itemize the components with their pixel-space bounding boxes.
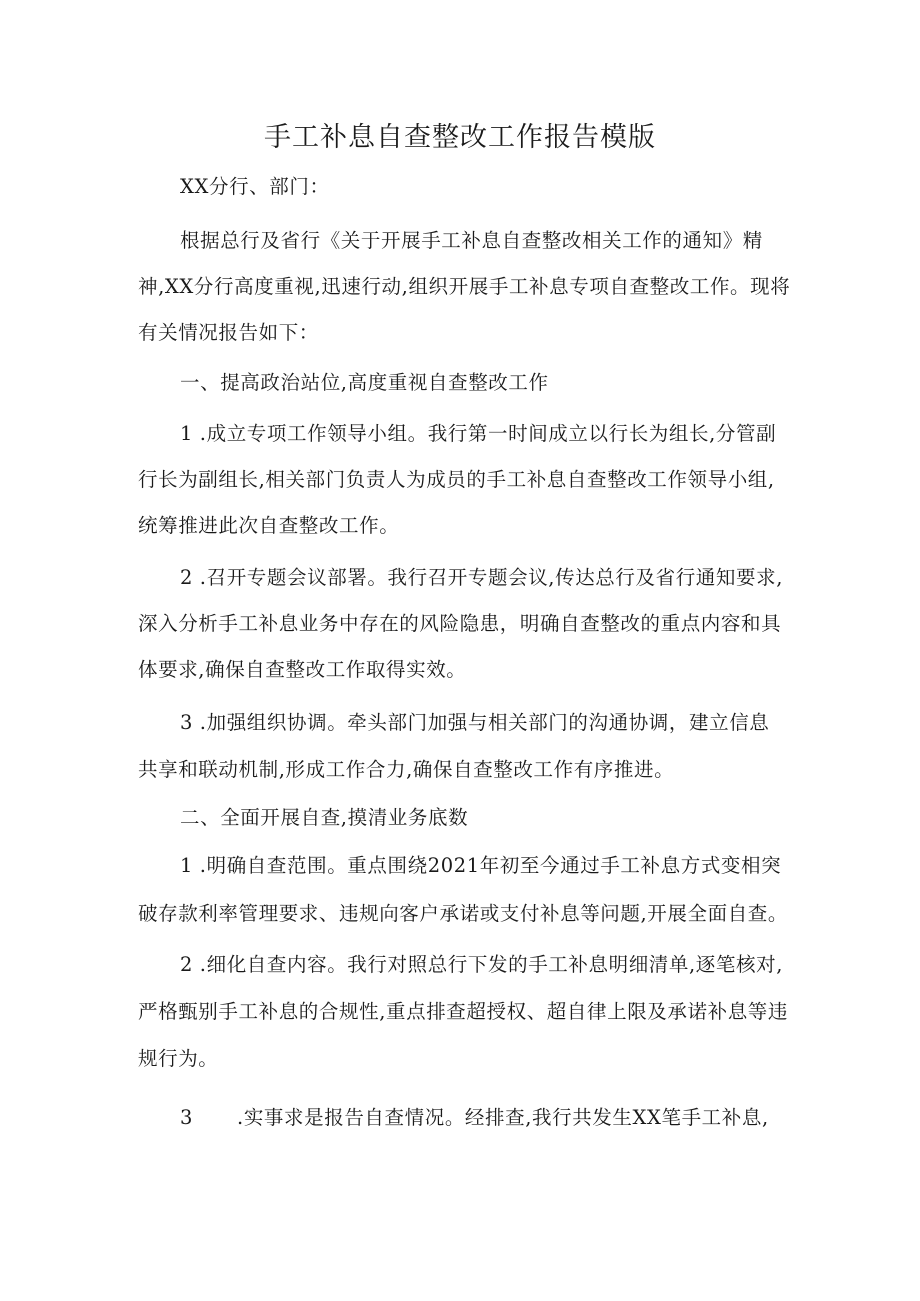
s2-item3-text: .实事求是报告自查情况。经排查,我行共发生XX笔手工补息, <box>237 1106 769 1129</box>
s1-item3-line-2: 共享和联动机制,形成工作合力,确保自查整改工作有序推进。 <box>138 758 675 781</box>
intro-line-2: 神,XX分行高度重视,迅速行动,组织开展手工补息专项自查整改工作。现将 <box>138 275 791 298</box>
document-title: 手工补息自查整改工作报告模版 <box>264 122 656 153</box>
s2-item3-line-1 <box>180 1103 769 1133</box>
section2-heading: 二、全面开展自查,摸清业务底数 <box>180 806 469 829</box>
s2-item2-line-3: 规行为。 <box>138 1047 219 1070</box>
s2-item1-line-2: 破存款利率管理要求、违规向客户承诺或支付补息等问题,开展全面自查。 <box>138 902 788 925</box>
salutation: XX分行、部门： <box>180 175 330 198</box>
intro-line-3: 有关情况报告如下： <box>138 321 319 344</box>
s2-item2-line-1: 2 .细化自查内容。我行对照总行下发的手工补息明细清单,逐笔核对, <box>180 953 784 976</box>
intro-line-1: 根据总行及省行《关于开展手工补息自查整改相关工作的通知》精 <box>180 229 763 252</box>
section1-heading: 一、提高政治站位,高度重视自查整改工作 <box>180 371 549 394</box>
s1-item3-line-1: 3 .加强组织协调。牵头部门加强与相关部门的沟通协调，建立信息 <box>180 711 770 734</box>
s1-item2-line-2: 深入分析手工补息业务中存在的风险隐患，明确自查整改的重点内容和具 <box>138 612 782 635</box>
s2-item1-line-1: 1 .明确自查范围。重点围绕2021年初至今通过手工补息方式变相突 <box>180 854 782 877</box>
s1-item1-line-3: 统筹推进此次自查整改工作。 <box>138 514 400 537</box>
s1-item2-line-1: 2 .召开专题会议部署。我行召开专题会议,传达总行及省行通知要求, <box>180 566 784 589</box>
s1-item2-line-3: 体要求,确保自查整改工作取得实效。 <box>138 658 467 681</box>
s1-item1-line-1: 1 .成立专项工作领导小组。我行第一时间成立以行长为组长,分管副 <box>180 422 777 445</box>
s2-item2-line-2: 严格甄别手工补息的合规性,重点排查超授权、超自律上限及承诺补息等违 <box>138 1000 788 1023</box>
s1-item1-line-2: 行长为副组长,相关部门负责人为成员的手工补息自查整改工作领导小组, <box>138 468 775 491</box>
s2-item3-number: 3 <box>180 1106 194 1129</box>
